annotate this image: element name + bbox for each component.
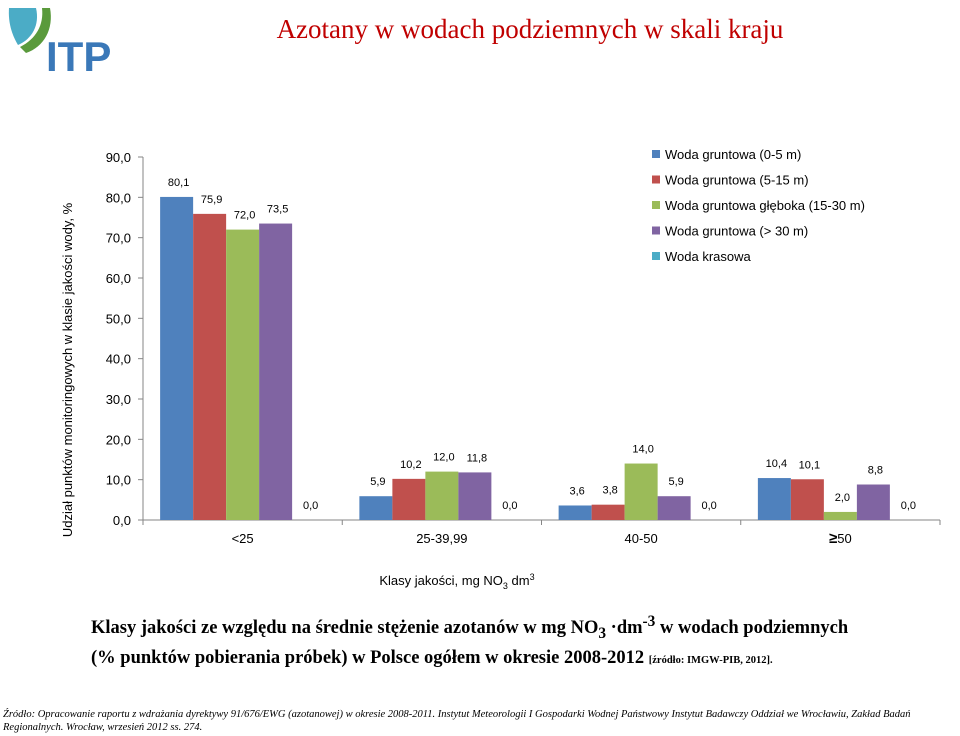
legend-label: Woda gruntowa (0-5 m) (665, 147, 802, 162)
y-tick-label: 30,0 (105, 392, 131, 407)
bar (658, 496, 691, 520)
data-label: 3,8 (602, 484, 618, 497)
bar (193, 214, 226, 520)
legend-label: Woda gruntowa (> 30 m) (665, 223, 809, 239)
legend-label: Woda gruntowa głęboka (15-30 m) (665, 198, 865, 213)
bar-chart (0, 140, 960, 600)
bars (160, 197, 890, 520)
bar (758, 478, 791, 520)
bar (592, 505, 625, 520)
page-title: Azotany w wodach podziemnych w skali kraju (276, 14, 784, 44)
bar (824, 512, 857, 520)
bar (160, 197, 193, 520)
x-tick-label: ≥50 (829, 530, 852, 547)
caption-source: [źródło: IMGW-PIB, 2012]. (648, 654, 773, 666)
y-axis (106, 150, 143, 528)
bar (359, 496, 392, 520)
data-label: 10,1 (798, 459, 821, 472)
y-tick-label: 40,0 (105, 351, 131, 367)
bar (857, 485, 890, 520)
y-tick-label: 20,0 (105, 432, 131, 448)
x-axis-label: Klasy jakości, mg $NO_3$ $dm^3$ (379, 572, 535, 591)
legend-label: Woda gruntowa (5-15 m) (665, 172, 809, 188)
data-label: 75,9 (200, 193, 223, 206)
chart-caption (91, 610, 951, 673)
y-tick-label: 0,0 (112, 513, 131, 528)
caption-line-1: Klasy jakości ze względu na średnie stężenie azotanów w mg $NO_3 \cdot dm^{-3}$ w wodach podziemnych (91, 613, 849, 642)
legend-swatch (652, 252, 660, 260)
y-axis-label: Udział punktów monitoringowych w klasie jakości wody, % (60, 202, 75, 538)
y-tick-label: 70,0 (105, 230, 131, 246)
y-tick-label: 50,0 (105, 311, 131, 327)
data-label: 73,5 (266, 203, 289, 216)
data-label: 0,0 (900, 500, 917, 512)
y-tick-label: 90,0 (105, 150, 131, 165)
bar (791, 479, 824, 520)
source-footnote: Źródło: Opracowanie raportu z wdrażania dyrektywy 91/676/EWG (azotanowej) w okresie 2008-2011. Instytut Meteorologii I Gospodarki Wodnej Państwowy Instytut Badawczy Oddział we Wrocławiu, Zakład Badań Regionalnych. Wrocław, wrzesień 2012 ss. 274. (3, 709, 911, 733)
y-tick-label: 80,0 (105, 190, 131, 206)
data-label: 10,4 (765, 458, 788, 471)
legend-swatch (652, 201, 660, 209)
data-label: 5,9 (370, 476, 386, 489)
data-label: 0,0 (701, 500, 717, 512)
data-label: 3,6 (569, 485, 585, 498)
caption-line-2: (% punktów pobierania próbek) w Polsce ogółem w okresie 2008-2012 [źródło: IMGW-PIB, 2012]. (91, 647, 773, 668)
y-tick-label: 60,0 (105, 271, 131, 286)
bar (392, 479, 425, 520)
legend-swatch (652, 150, 660, 158)
x-tick-label: 40-50 (624, 531, 658, 546)
legend-swatch (652, 176, 660, 184)
data-label: 2,0 (834, 491, 851, 504)
logo-text: ITP (46, 33, 112, 75)
data-label: 8,8 (867, 464, 884, 477)
bar (559, 505, 592, 520)
data-label: 14,0 (632, 443, 654, 456)
bar (425, 472, 458, 520)
data-label: 80,1 (167, 176, 190, 189)
data-label: 11,8 (466, 452, 488, 465)
legend-swatch (652, 227, 660, 235)
bar (625, 464, 658, 520)
x-tick-label: <25 (231, 531, 254, 546)
data-label: 5,9 (668, 476, 684, 489)
bar (226, 230, 259, 520)
data-label: 12,0 (433, 451, 455, 464)
data-label: 0,0 (502, 500, 518, 512)
x-tick-label: 25-39,99 (416, 531, 468, 546)
legend (652, 147, 865, 264)
legend-label: Woda krasowa (665, 249, 751, 264)
x-axis (143, 520, 940, 547)
data-label: 72,0 (233, 209, 256, 222)
y-tick-label: 10,0 (105, 472, 131, 488)
bar (458, 472, 491, 520)
data-label: 0,0 (302, 500, 319, 512)
bar (259, 224, 292, 520)
itp-logo (6, 5, 116, 75)
data-label: 10,2 (400, 458, 422, 471)
